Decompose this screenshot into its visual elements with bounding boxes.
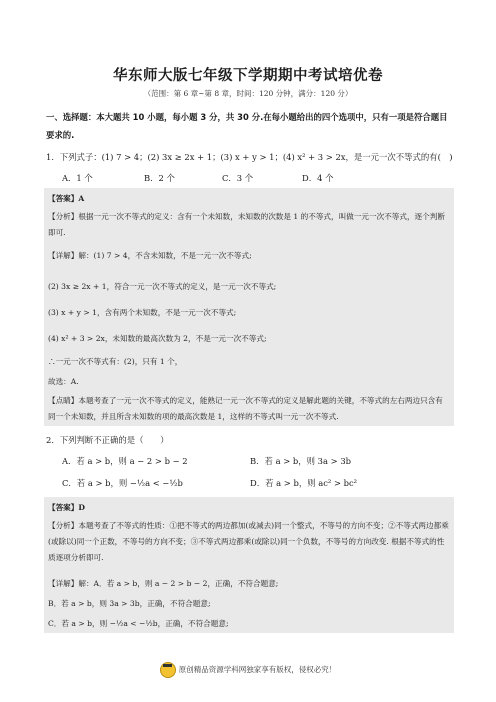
- question-1-options: [62, 172, 442, 184]
- q1-comment: 【点睛】本题考查了一元一次不等式的定义，能熟记一元一次不等式的定义是解此题的关键，不等式的左右两边只含有同一个未知数，并且所含未知数的项的最高次数是 1，这样的不等式叫一元一次不等式.: [48, 396, 443, 421]
- q2-detail-intro: 【详解】解：A．若 a > b，则 a − 2 > b − 2，正确，不符合题意;: [48, 579, 279, 588]
- page-title: 华东师大版七年级下学期期中考试培优卷: [113, 68, 383, 84]
- q2-analysis: 【分析】本题考查了不等式的性质：①把不等式的两边都加(或减去)同一个整式，不等号的方向不变；②不等式两边都乘(或除以)同一个正数，不等号的方向不变；③不等式两边都乘(或除以)同一个负数，不等号的方向改变. 根据不等式的性质逐项分析即可.: [48, 521, 449, 562]
- q1-option-d: D．4 个: [302, 173, 334, 183]
- page-footer: [0, 662, 496, 678]
- copyright-notice: 原创精品资源学科网独家享有版权，侵权必究！: [178, 665, 337, 674]
- section-heading: 一、选择题：本大题共 10 小题，每小题 3 分，共 30 分.在每小题给出的四个选项中，只有一项是符合题目要求的.: [46, 112, 448, 140]
- q2-answer: 【答案】D: [48, 503, 85, 512]
- question-2-stem: 2．下列判断不正确的是（ ）: [46, 435, 169, 445]
- q1-detail-3: (3) x + y > 1，含有两个未知数，不是一元一次不等式;: [48, 308, 237, 317]
- exam-scope: （范围：第 6 章~第 8 章，时间：120 分钟，满分：120 分）: [143, 89, 353, 98]
- q1-detail-5: ∴一元一次不等式有：(2)，只有 1 个，: [48, 357, 183, 366]
- q2-option-a: A．若 a > b，则 a − 2 > b − 2: [62, 456, 188, 466]
- q1-analysis: 【分析】根据一元一次不等式的定义：含有一个未知数，未知数的次数是 1 的不等式，叫做一元一次不等式，逐个判断即可.: [48, 212, 445, 237]
- q2-option-d: D．若 a > b，则 ac² > bc²: [250, 478, 358, 488]
- q1-detail-6: 故选：A.: [48, 377, 79, 386]
- q1-answer: 【答案】A: [48, 194, 85, 203]
- q1-option-b: B．2 个: [144, 173, 175, 183]
- q2-option-b: B．若 a > b，则 3a > 3b: [250, 456, 352, 466]
- q1-detail-intro: 【详解】解：(1) 7 > 4，不含未知数，不是一元一次不等式;: [48, 251, 252, 260]
- q1-option-a: A．1 个: [62, 173, 93, 183]
- q2-detail-b: B．若 a > b，则 3a > 3b，正确，不符合题意;: [48, 599, 211, 608]
- question-1-stem: 1．下列式子：(1) 7 > 4；(2) 3x ≥ 2x + 1；(3) x + y > 1；(4) x² + 3 > 2x，是一元一次不等式的有( ): [46, 152, 453, 162]
- q2-detail-c: C．若 a > b，则 −½a < −½b，正确，不符合题意;: [48, 619, 229, 628]
- graduation-cap-icon: [160, 662, 176, 678]
- q1-detail-2: (2) 3x ≥ 2x + 1，符合一元一次不等式的定义，是一元一次不等式;: [48, 282, 277, 291]
- q1-detail-4: (4) x² + 3 > 2x，未知数的最高次数为 2，不是一元一次不等式;: [48, 334, 267, 343]
- q1-option-c: C．3 个: [222, 173, 254, 183]
- q2-option-c: C．若 a > b，则 −½a < −½b: [62, 478, 183, 488]
